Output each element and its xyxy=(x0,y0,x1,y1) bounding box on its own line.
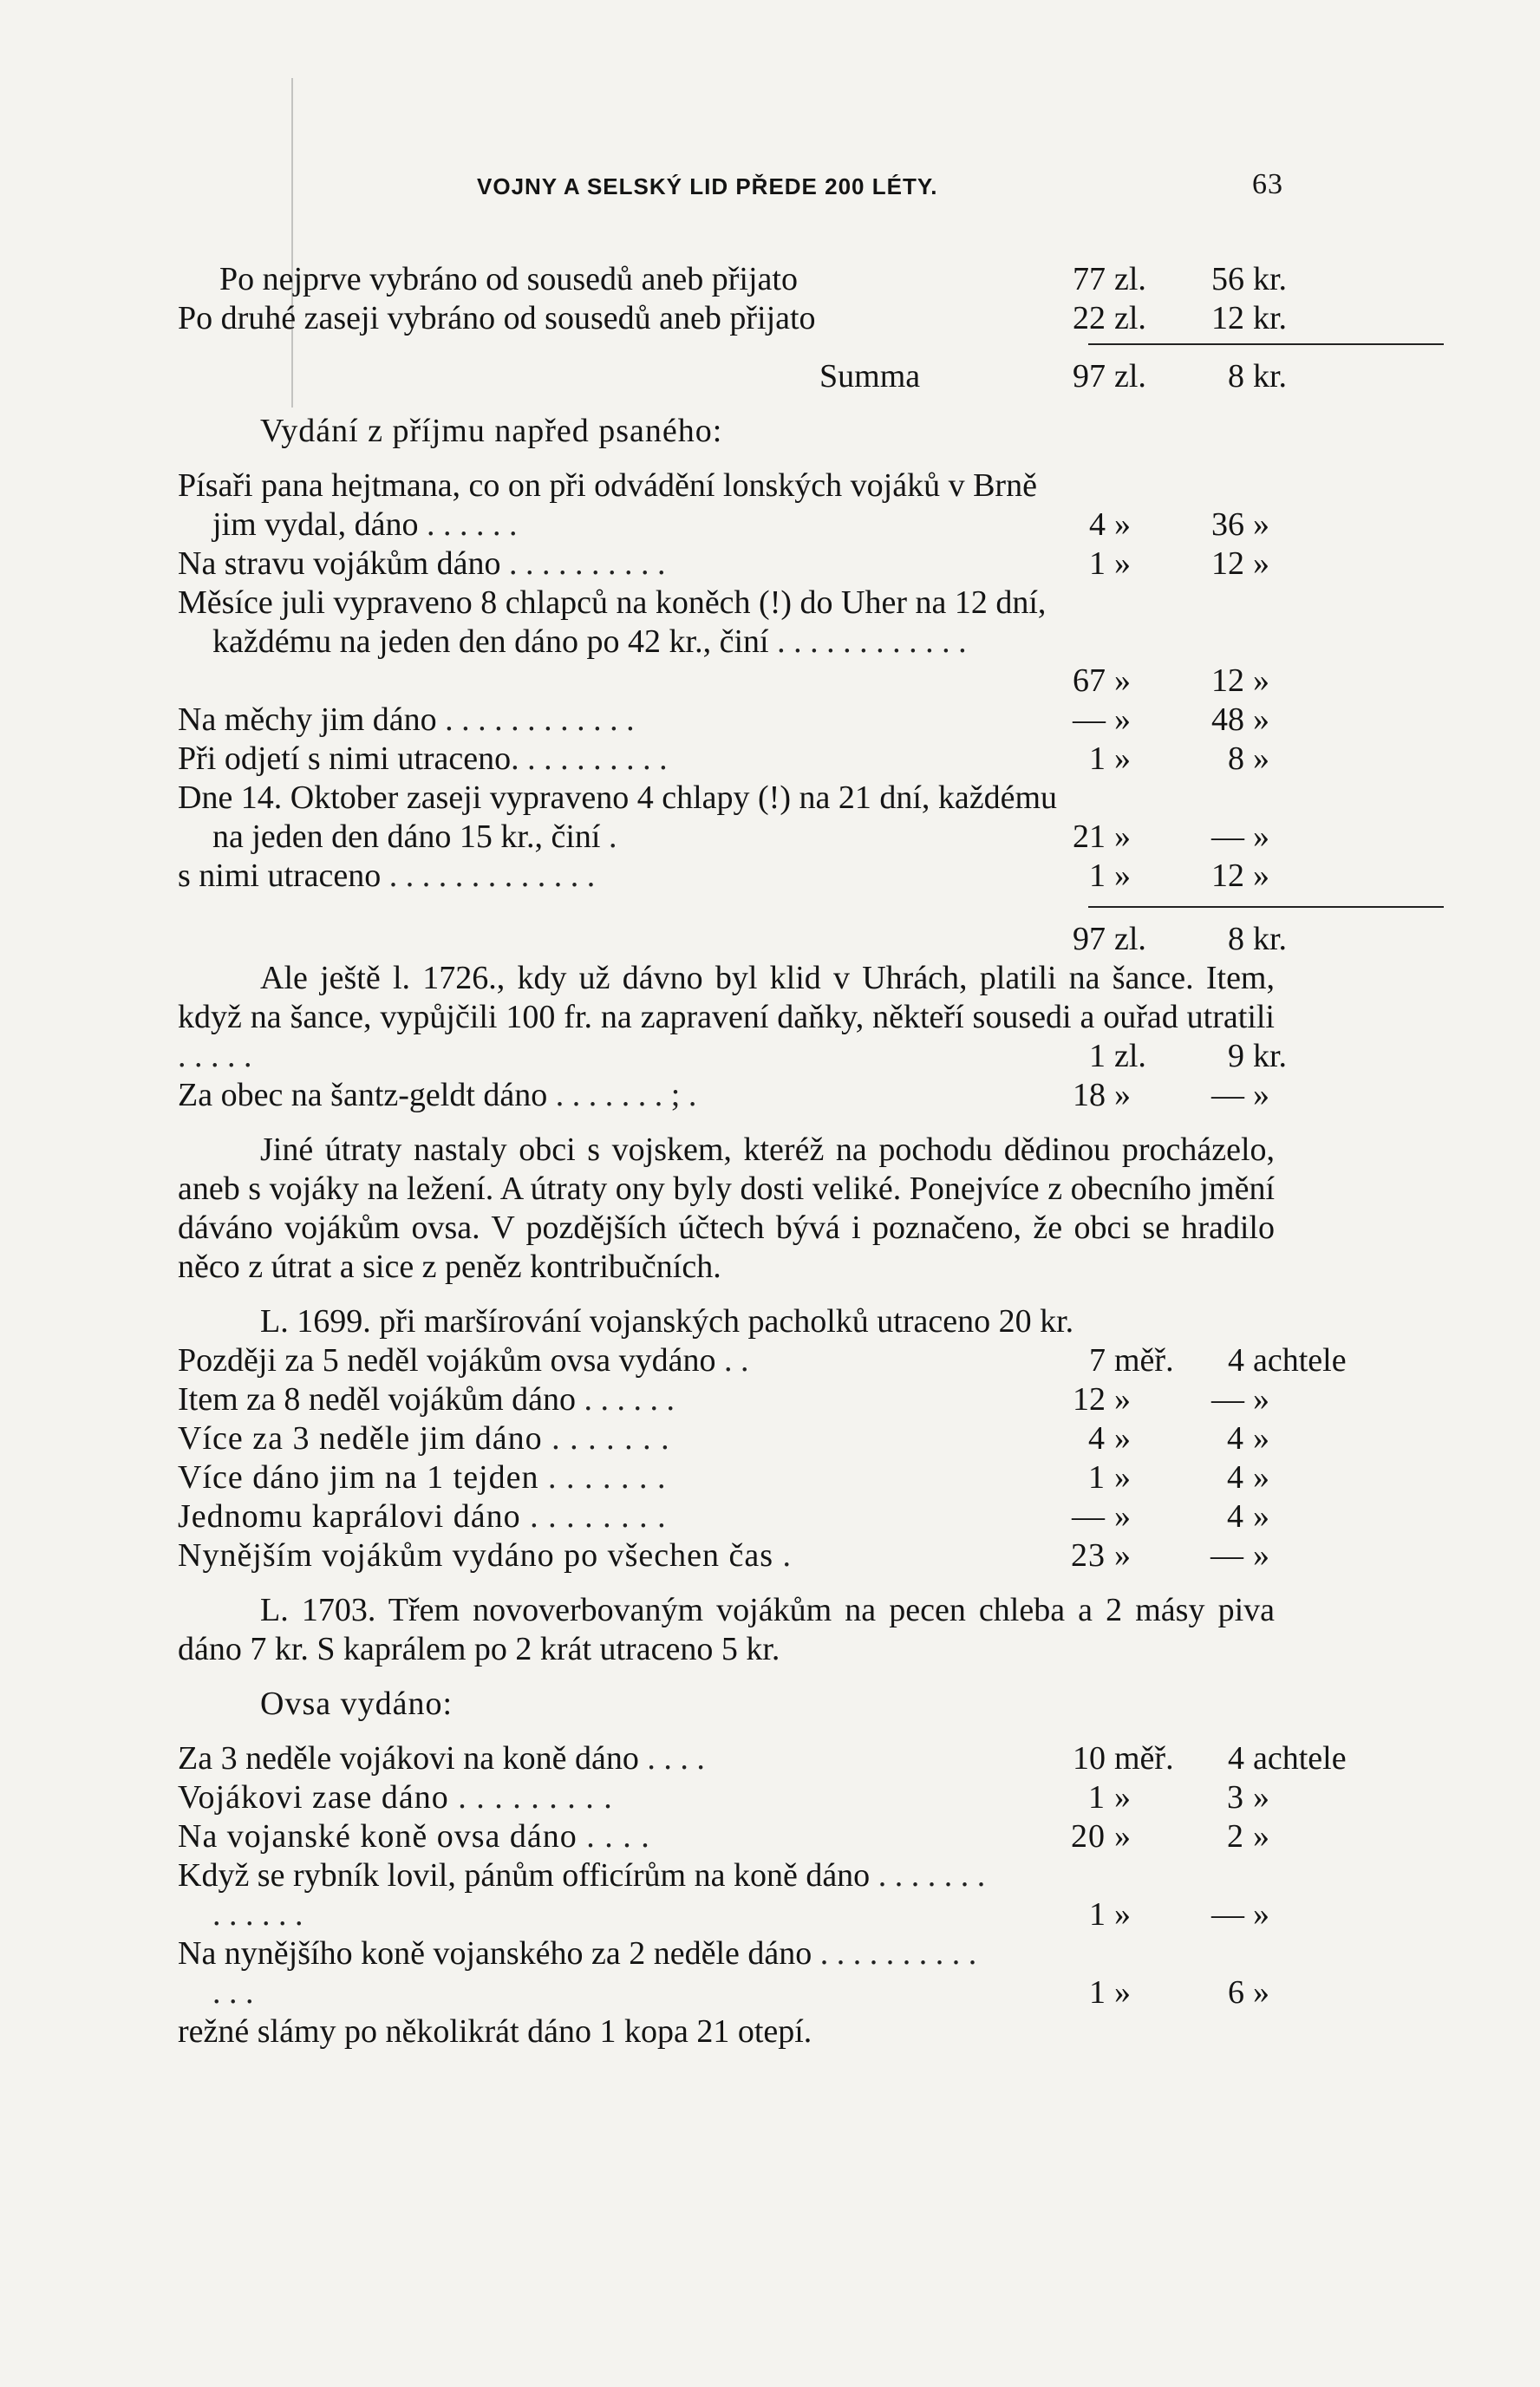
l1699-line: L. 1699. při maršírování vojanských pacholků utraceno 20 kr. xyxy=(260,1303,1074,1340)
ovsa-row: Více za 3 neděle jim dáno . . . . . . . 4 » 4 » xyxy=(178,1420,1270,1457)
income-row: Po nejprve vybráno od sousedů aneb přijato 77 zl. 56 kr. xyxy=(219,261,1288,297)
total-rule xyxy=(178,896,1288,911)
ovsa-row: Nynějším vojákům vydáno po všechen čas . 23 » — » xyxy=(178,1537,1270,1574)
expense-row: Písaři pana hejtmana, co on při odvádění lonských vojáků v Brně jim vydal, dáno . . . . . . 4 » 36 » xyxy=(178,467,1269,543)
summa-row: Summa 97 zl. 8 kr. xyxy=(819,358,1288,395)
l1703-paragraph: L. 1703. Třem novoverbovaným vojákům na pecen chleba a 2 másy piva dáno 7 kr. S kaprálem po 2 krát utraceno 5 kr. xyxy=(178,1592,1275,1667)
income-row: Po druhé zaseji vybráno od sousedů aneb přijato 22 zl. 12 kr. xyxy=(178,300,1288,336)
ovsa-row: Na vojanské koně ovsa dáno . . . . 20 » 2 » xyxy=(178,1818,1270,1855)
ovsa-row: Později za 5 neděl vojákům ovsa vydáno . . 7 měř. 4 achtele xyxy=(178,1342,1347,1379)
expenses-total-row: 97 zl. 8 kr. xyxy=(1073,921,1288,957)
page-body xyxy=(178,260,1347,2051)
ale-paragraph: Ale ještě l. 1726., kdy už dávno byl klid v Uhrách, platili na šance. Item, když na šance, vypůjčili 100 fr. na zapravení daňky, někteří sousedi a ouřad utratili . . . . . 1 zl. 9 kr. xyxy=(178,960,1288,1074)
sum-rule xyxy=(178,338,1288,349)
expense-row: Na měchy jim dáno . . . . . . . . . . . . — » 48 » xyxy=(178,701,1269,738)
ovsa-heading: Ovsa vydáno: xyxy=(260,1686,454,1722)
expense-row: Při odjetí s nimi utraceno. . . . . . . . . . 1 » 8 » xyxy=(178,740,1269,777)
ovsa-row: Na nynějšího koně vojanského za 2 neděle dáno . . . . . . . . . . . . . 1 » 6 » xyxy=(178,1935,1269,2011)
page-number: 63 xyxy=(1252,168,1283,200)
santz-row: Za obec na šantz-geldt dáno . . . . . . . ; . 18 » — » xyxy=(178,1077,1269,1113)
final-line: režné slámy po několikrát dáno 1 kopa 21 otepí. xyxy=(178,2013,812,2050)
expense-row: Dne 14. Oktober zaseji vypraveno 4 chlapy (!) na 21 dní, každému na jeden den dáno 15 kr., činí . 21 » — » xyxy=(178,779,1269,855)
jine-paragraph: Jiné útraty nastaly obci s vojskem, kteréž na pochodu dědinou procházelo, aneb s vojáky na ležení. A útraty ony byly dosti veliké. Ponejvíce z obecního jmění dáváno vojákům ovsa. V pozdějších účtech bývá i poznačeno, že obci se hradilo něco z útrat a sice z peněz kontribučních. xyxy=(178,1132,1275,1285)
running-title: VOJNY A SELSKÝ LID PŘEDE 200 LÉTY. xyxy=(477,173,938,199)
ovsa-row: Vojákovi zase dáno . . . . . . . . . 1 » 3 » xyxy=(178,1779,1270,1816)
ovsa-row: Za 3 neděle vojákovi na koně dáno . . . . 10 měř. 4 achtele xyxy=(178,1740,1347,1777)
expense-row: Na stravu vojákům dáno . . . . . . . . . . 1 » 12 » xyxy=(178,545,1269,582)
ovsa-row: Když se rybník lovil, pánům officírům na koně dáno . . . . . . . . . . . . . 1 » — » xyxy=(178,1857,1269,1933)
section-heading: Vydání z příjmu napřed psaného: xyxy=(260,413,723,449)
ovsa-row: Jednomu kaprálovi dáno . . . . . . . . — » 4 » xyxy=(178,1498,1270,1535)
expense-row: Měsíce juli vypraveno 8 chlapců na koněch (!) do Uher na 12 dní, každému na jeden den dáno po 42 kr., činí . . . . . . . . . . . . 67 » 12 » xyxy=(178,584,1269,699)
expense-row: s nimi utraceno . . . . . . . . . . . . . 1 » 12 » xyxy=(178,858,1269,894)
ovsa-row: Více dáno jim na 1 tejden . . . . . . . 1 » 4 » xyxy=(178,1459,1270,1496)
ovsa-row: Item za 8 neděl vojákům dáno . . . . . . 12 » — » xyxy=(178,1381,1269,1418)
